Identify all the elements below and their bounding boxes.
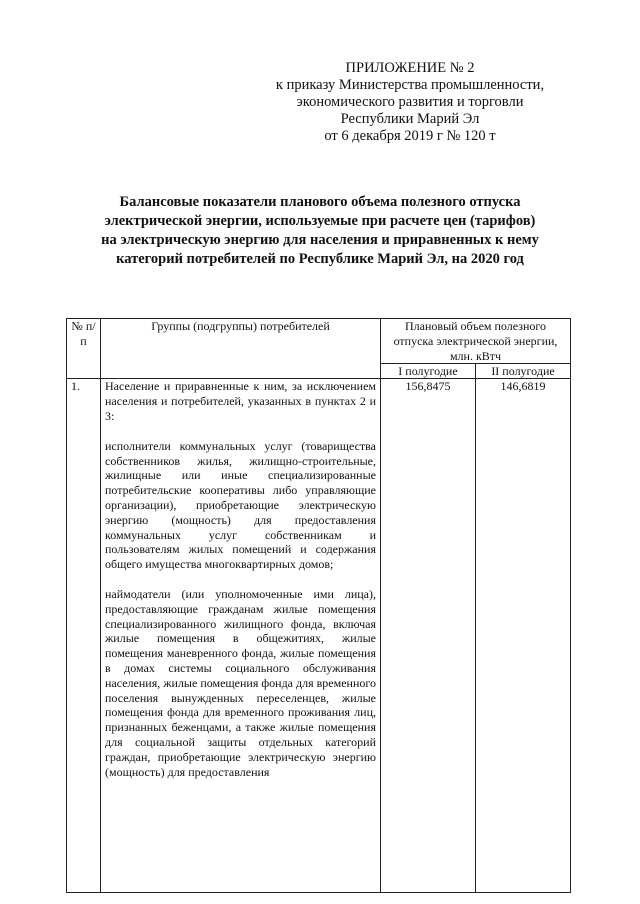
title-line: на электрическую энергию для населения и приравненных к нему — [101, 232, 539, 248]
header-volume: Плановый объем полезного отпуска электрической энергии, млн. кВтч — [381, 319, 571, 364]
row-paragraph: Население и приравненные к ним, за исключением населения и потребителей, указанных в пунктах 2 и 3: — [105, 379, 376, 423]
table-header-row — [67, 319, 571, 364]
appendix-date-line: от 6 декабря 2019 г № 120 т — [324, 128, 496, 144]
table-row — [67, 379, 571, 893]
appendix-line: Республики Марий Эл — [340, 111, 480, 127]
row-number: 1. — [67, 379, 101, 893]
title-line: электрической энергии, используемые при расчете цен (тарифов) — [104, 213, 536, 229]
balance-table — [66, 318, 571, 893]
header-number: № п/п — [67, 319, 101, 379]
appendix-line: к приказу Министерства промышленности, — [275, 77, 545, 93]
header-half-1: I полугодие — [381, 364, 476, 379]
row-paragraph: наймодатели (или уполномоченные ими лица), предоставляющие гражданам жилые помещения специализированного жилищного фонда, включая жилые помещения в общежитиях, жилые помещения маневренного фонда, жилые помещения в домах системы социального обслуживания населения, жилые помещения фонда для временного поселения вынужденных переселенцев, жилые помещения фонда для временного проживания лиц, признанных беженцами, а также жилые помещения для социальной защиты отдельных категорий граждан, приобретающие электрическую энергию (мощность) для предоставления — [105, 586, 376, 779]
appendix-title: ПРИЛОЖЕНИЕ № 2 — [345, 60, 475, 76]
row-paragraph: исполнители коммунальных услуг (товарищества собственников жилья, жилищно-строительные, жилищные или иные специализированные потребительские кооперативы либо управляющие организации), приобретающие электрическую энергию (мощность) для предоставления коммунальных услуг собственникам и пользователям жилых помещений и содержания общего имущества многоквартирных домов; — [105, 438, 376, 572]
document-title — [60, 193, 580, 269]
header-groups: Группы (подгруппы) потребителей — [101, 319, 381, 379]
appendix-header — [250, 60, 570, 145]
appendix-line: экономического развития и торговли — [296, 94, 524, 110]
header-half-2: II полугодие — [476, 364, 571, 379]
row-description — [101, 379, 381, 893]
title-line: Балансовые показатели планового объема полезного отпуска — [119, 194, 521, 210]
value-half-1: 156,8475 — [381, 379, 476, 893]
value-half-2: 146,6819 — [476, 379, 571, 893]
title-line: категорий потребителей по Республике Марий Эл, на 2020 год — [116, 251, 524, 267]
